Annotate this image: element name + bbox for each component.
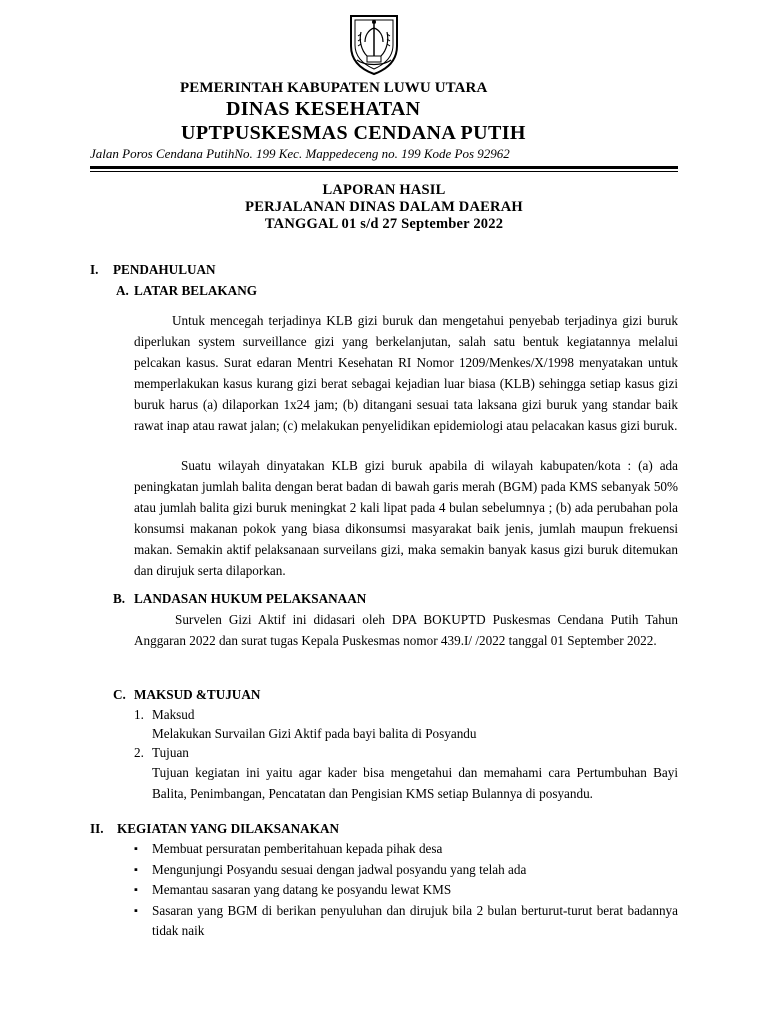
regency-emblem-icon <box>343 12 405 76</box>
letterhead-divider-thin <box>90 171 678 172</box>
section-1-heading: PENDAHULUAN <box>113 262 216 277</box>
section-2-number: II. <box>90 821 104 836</box>
list-item-text: Membuat persuratan pemberitahuan kepada pihak desa <box>152 841 443 856</box>
subsection-b-label: B. <box>113 591 126 606</box>
bullet-icon: ▪ <box>134 863 138 876</box>
activities-list <box>134 839 678 942</box>
list-item-text: Mengunjungi Posyandu sesuai dengan jadwal posyandu yang telah ada <box>152 861 527 877</box>
list-item-text: Sasaran yang BGM di berikan penyuluhan dan dirujuk bila 2 bulan berturut-turut berat badannya tidak naik <box>152 902 678 939</box>
list-item-text: Memantau sasaran yang datang ke posyandu lewat KMS <box>152 882 452 898</box>
objective-title: Tujuan <box>152 745 189 760</box>
bullet-icon: ▪ <box>134 884 138 897</box>
subsection-b-heading: LANDASAN HUKUM PELAKSANAAN <box>134 591 367 606</box>
list-item <box>134 839 678 860</box>
objective-number: 2. <box>134 745 144 760</box>
background-paragraph-1 <box>134 311 678 436</box>
report-date: TANGGAL 01 s/d 27 September 2022 <box>264 216 504 232</box>
purpose-text: Melakukan Survailan Gizi Aktif pada bayi balita di Posyandu <box>152 726 477 741</box>
bullet-icon: ▪ <box>134 843 138 855</box>
list-item <box>134 901 678 942</box>
letterhead-government: PEMERINTAH KABUPATEN LUWU UTARA <box>180 80 488 96</box>
purpose-number: 1. <box>134 707 144 722</box>
background-paragraph-1-text: Untuk mencegah terjadinya KLB gizi buruk dan mengetahui penyebab terjadinya gizi buruk diperlukan system surveillance gizi yang berkelanjutan, salah satu bentuk kegiatannya melalui pelcakan kasus. Surat edaran Mentri Kesehatan RI Nomor 1209/Menkes/X/1998 menyatakan untuk memperlakukan kasus kurang gizi berat sebagai kejadian luar biasa (KLB) sehingga setiap kasus gizi buruk harus (a) dilaporkan 1x24 jam; (b) ditangani sesuai tata laksana gizi buruk yang standar baik rawat inap atau rawat jalan; (c) melakukan penyelidikan epidemiologi atau pelacakan kasus gizi buruk. <box>134 313 678 433</box>
list-item <box>134 880 678 901</box>
objective-paragraph <box>152 763 678 805</box>
section-1-number: I. <box>90 262 99 277</box>
legal-basis-paragraph <box>134 610 678 652</box>
letterhead-divider <box>90 166 678 169</box>
letterhead-department: DINAS KESEHATAN <box>226 98 421 120</box>
bullet-icon: ▪ <box>134 904 138 917</box>
background-paragraph-2 <box>134 456 678 581</box>
subsection-a-label: A. <box>116 283 129 298</box>
background-paragraph-2-text: Suatu wilayah dinyatakan KLB gizi buruk apabila di wilayah kabupaten/kota : (a) ada peningkatan jumlah balita dengan berat badan di bawah garis merah (BGM) pada KMS sebanyak 50% atau jumlah balita gizi buruk meningkat 2 kali lipat pada 4 bulan sebelumnya ; (b) ada perubahan pola konsumsi makanan pokok yang biasa dikonsumsi masyarakat baik jenis, jumlah maupun frekuensi makan. Semakin aktif pelaksanaan surveilans gizi, maka semakin banyak kasus gizi buruk ditemukan dan dirujuk serta dilaporkan. <box>134 458 678 578</box>
report-subtitle: PERJALANAN DINAS DALAM DAERAH <box>245 199 523 215</box>
letterhead-address: Jalan Poros Cendana PutihNo. 199 Kec. Mappedeceng no. 199 Kode Pos 92962 <box>90 146 510 161</box>
list-item <box>134 860 678 881</box>
legal-basis-paragraph-text: Survelen Gizi Aktif ini didasari oleh DPA BOKUPTD Puskesmas Cendana Putih Tahun Anggaran 2022 dan surat tugas Kepala Puskesmas nomor 439.I/ /2022 tanggal 01 September 2022. <box>134 612 678 648</box>
subsection-c-heading: MAKSUD &TUJUAN <box>134 687 261 702</box>
report-title: LAPORAN HASIL <box>322 182 446 198</box>
purpose-title: Maksud <box>152 707 195 722</box>
subsection-a-heading: LATAR BELAKANG <box>134 283 257 298</box>
subsection-c-label: C. <box>113 687 126 702</box>
section-2-heading: KEGIATAN YANG DILAKSANAKAN <box>117 821 340 836</box>
letterhead-institution: UPTPUSKESMAS CENDANA PUTIH <box>181 122 526 144</box>
objective-paragraph-text: Tujuan kegiatan ini yaitu agar kader bisa mengetahui dan memahami cara Pertumbuhan Bayi Balita, Penimbangan, Pencatatan dan Pengisian KMS setiap Bulannya di posyandu. <box>152 765 678 801</box>
